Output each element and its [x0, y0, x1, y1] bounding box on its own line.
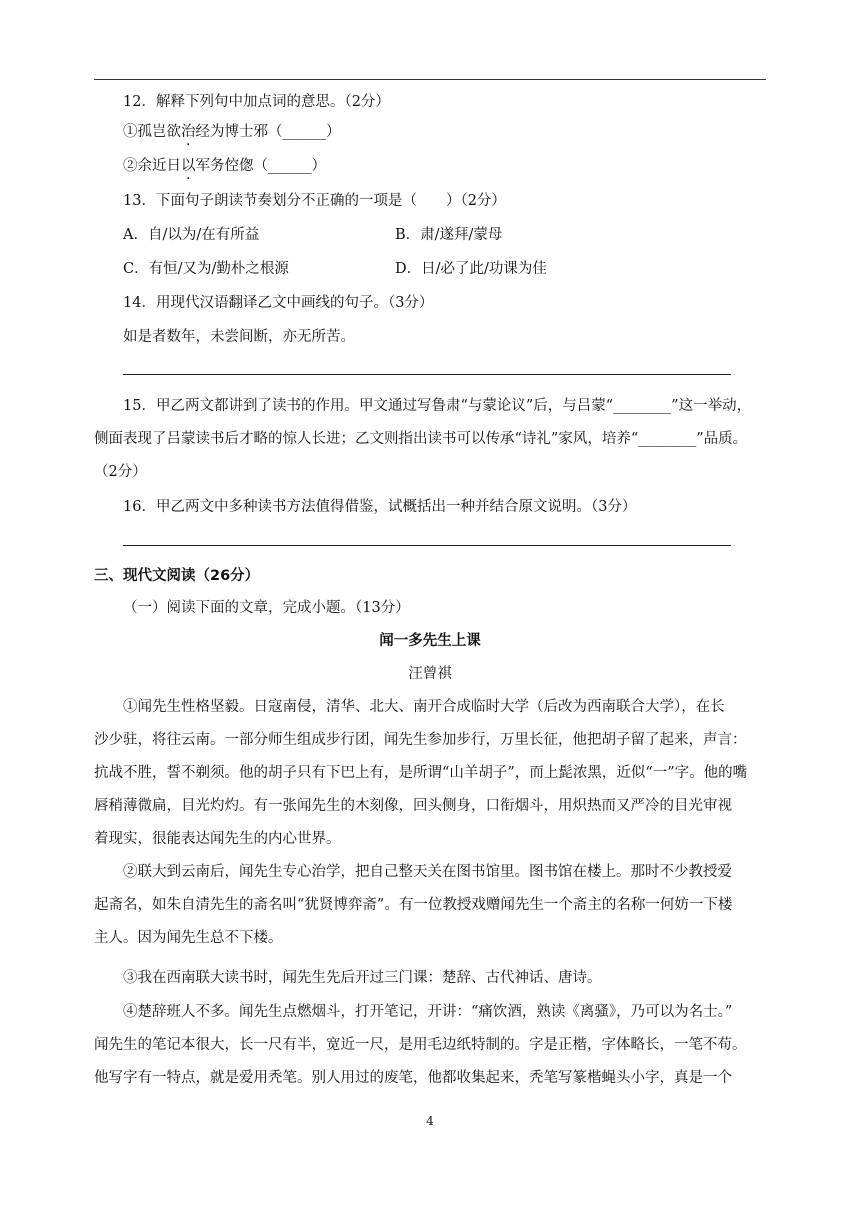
passage-line: ①闻先生性格坚毅。日寇南侵，清华、北大、南开合成临时大学（后改为西南联合大学），在长	[123, 699, 725, 715]
passage-line: 唇稍薄微扁，目光灼灼。有一张闻先生的木刻像，回头侧身，口衔烟斗，用炽热而又严冷的目光审视	[94, 798, 732, 814]
q14-sentence: 如是者数年，未尝间断，亦无所苦。	[123, 329, 355, 345]
passage-line: 着现实，很能表达闻先生的内心世界。	[94, 831, 341, 847]
q16-stem: 16．甲乙两文中多种读书方法值得借鉴，试概括出一种并结合原文说明。（3分）	[123, 499, 637, 515]
section-heading: 三、现代文阅读（26分）	[94, 568, 260, 584]
q15-line-2: 侧面表现了吕蒙读书后才略的惊人长进；乙文则指出读书可以传承“诗礼”家风，培养“________”品质。	[94, 431, 748, 447]
q12-stem: 12．解释下列句中加点词的意思。（2分）	[123, 94, 390, 110]
article-title: 闻一多先生上课	[379, 633, 481, 649]
q13-option-c: C．有恒/又为/勤朴之根源	[123, 261, 289, 277]
q14-stem: 14．用现代汉语翻译乙文中画线的句子。（3分）	[123, 295, 434, 311]
dotted-word: 以	[181, 158, 196, 174]
passage-line: 沙少驻，将往云南。一部分师生组成步行团，闻先生参加步行，万里长征，他把胡子留了起来，声言：	[94, 732, 747, 748]
q15-line-1: 15．甲乙两文都讲到了读书的作用。甲文通过写鲁肃“与蒙论议”后，与吕蒙“________”这一举动，	[123, 398, 752, 414]
passage-line: 他写字有一特点，就是爱用秃笔。别人用过的废笔，他都收集起来，秃笔写篆楷蝇头小字，真是一个	[94, 1070, 732, 1086]
section-subheading: （一）阅读下面的文章，完成小题。（13分）	[123, 600, 410, 616]
article-author: 汪曾祺	[408, 666, 452, 682]
passage-line: 抗战不胜，誓不剃须。他的胡子只有下巴上有，是所谓“山羊胡子”，而上髭浓黑，近似“一”字。他的嘴	[94, 765, 748, 781]
page-number: 4	[426, 1114, 434, 1128]
passage-line: 主人。因为闻先生总不下楼。	[94, 930, 283, 946]
answer-line	[123, 545, 731, 546]
passage-line: ②联大到云南后，闻先生专心治学，把自己整天关在图书馆里。图书馆在楼上。那时不少教授爱	[123, 864, 732, 880]
answer-line	[123, 374, 731, 375]
q12-item-1: ①孤岂欲治经为博士邪（______）	[123, 124, 341, 140]
passage-line: 起斋名，如朱自清先生的斋名叫“犹贤博弈斋”。有一位教授戏赠闻先生一个斋主的名称一何妨一下楼	[94, 897, 733, 913]
header-rule	[94, 79, 766, 80]
passage-line: 闻先生的笔记本很大，长一尺有半，宽近一尺，是用毛边纸特制的。字是正楷，字体略长，一笔不苟。	[94, 1037, 747, 1053]
passage-line: ③我在西南联大读书时，闻先生先后开过三门课：楚辞、古代神话、唐诗。	[123, 970, 602, 986]
q12-item-2: ②余近日以军务倥偬（______）	[123, 158, 326, 174]
q13-option-a: A．自/以为/在有所益	[123, 227, 260, 243]
dotted-word: 治	[181, 124, 196, 140]
q13-stem: 13．下面句子朗读节奏划分不正确的一项是（ ）（2分）	[123, 193, 506, 209]
passage-line: ④楚辞班人不多。闻先生点燃烟斗，打开笔记，开讲：“痛饮酒，熟读《离骚》，乃可以为名士。”	[123, 1004, 733, 1020]
q13-option-d: D．日/必了此/功课为佳	[395, 261, 547, 277]
q13-option-b: B．肃/遂拜/蒙母	[395, 227, 503, 243]
q15-line-3: （2分）	[94, 464, 147, 480]
